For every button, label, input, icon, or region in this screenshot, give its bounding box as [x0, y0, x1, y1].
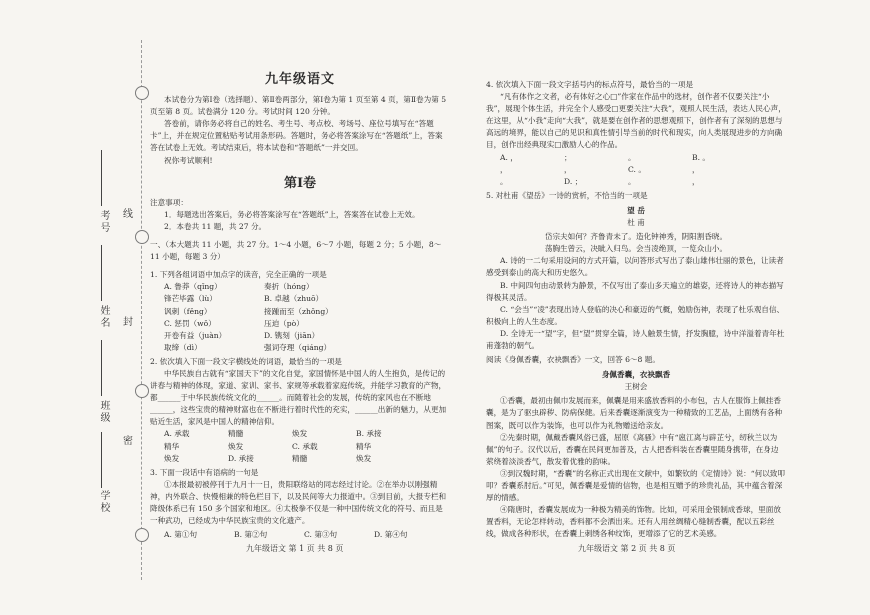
option: 精华 [164, 441, 180, 451]
option[interactable]: C. 第③句 [304, 530, 338, 540]
article-title: 身佩香囊，衣袂飘香 [601, 370, 671, 380]
note-item: 2．本卷共 11 题，共 27 分。 [164, 221, 267, 231]
part-heading: 一、（本大题共 11 小题，共 27 分。1～4 小题，6～7 小题，每题 2 分；5 小题，8～11 小题，每题 3 分） [150, 240, 442, 262]
option[interactable]: B. 卓越（zhuō） [264, 294, 324, 304]
article-para: ①香囊，最初由佩巾发展而来，佩囊是用来盛放香料的小布包，古人在服饰上佩挂香囊，是为了驱虫辟秽、防病保健。后来香囊逐渐演变为一种精致的工艺品，上面绣有各种图案，既可以作为装饰，也可以作为礼物赠送给亲友。 [486, 396, 783, 430]
option[interactable]: B. 承接 [356, 429, 382, 439]
reading-intro: 阅读《身佩香囊，衣袂飘香》一文，回答 6～8 题。 [486, 355, 660, 365]
option: ， [500, 164, 508, 174]
article-para: ④隋唐时，香囊发展成为一种极为精美的饰物。比如，可采用金银制成香球，里面放置香料，无论怎样转动，香料都不会洒出来。还有人用丝绸精心缝制香囊，配以五彩丝线，做成各种形状，在香囊上刺绣各种纹饰，更增添了它的艺术美感。 [486, 505, 781, 539]
poem-title: 望 岳 [627, 205, 645, 215]
option: ， [692, 164, 700, 174]
option[interactable]: C. 惩罚（wǒ） [164, 318, 216, 328]
binding-margin [0, 0, 150, 615]
option[interactable]: D. 第④句 [374, 530, 408, 540]
option[interactable]: D. 承接 [228, 453, 254, 463]
option: 精髓 [292, 453, 308, 463]
option[interactable]: A. 诗的一二句采用设问的方式开篇，以问答形式写出了泰山雄伟壮丽的景色，让读者感受到泰山的高大和历史悠久。 [486, 256, 784, 278]
option: ； [564, 152, 572, 162]
option: 接踵而至（zhǒng） [264, 306, 333, 316]
option: 焕发 [356, 453, 372, 463]
q4-passage: “凡有体作之文者，必有体好之心□”作家在作品中的选材，创作者不仅要关注“小我”，展现个体生活，并完全个人感受□更要关注“大我”，观照人民生活，表达人民心声，在这里，从“小我”走向“大我”，就是要在创作者的思想观照下，创作者有了深刻的思想与高远的境界，能以自己的见识和真性情引导当前的时代和现实，向人类展现进步的方向确目，创作出经典现实□激励人心的作品。 [486, 92, 786, 150]
option: 。 [628, 176, 636, 186]
q4-options [486, 152, 786, 188]
option[interactable]: B. 中间四句由动景转为静景，不仅写出了泰山多天遍立的雄姿，还将诗人的神态描写得极其灵活。 [486, 280, 784, 302]
mark-seal: 封 [123, 317, 133, 328]
school-label: 学校 [98, 490, 109, 514]
exam-title: 九年级语文 [264, 72, 335, 87]
intro-para: 本试卷分为第Ⅰ卷（选择题）、第Ⅱ卷两部分，第Ⅰ卷为第 1 页至第 4 页，第Ⅱ卷为第 5 页至第 8 页。试卷满分 120 分。考试时间 120 分钟。 [150, 95, 447, 117]
option[interactable]: C. “会当”“凌”表现出诗人登临的决心和豪迈的气概，勉励伤神，表现了杜乐观自信、积极向上的人生态度。 [486, 304, 785, 326]
question-3: 3. 下面一段话中有语病的一句是 [150, 467, 259, 477]
option: 压迫（pò） [264, 318, 304, 328]
question-2: 2. 依次填入下面一段文字横线处的词语，最恰当的一项是 [150, 356, 342, 366]
poem-line: 岱宗夫如何？齐鲁青未了。造化钟神秀，阴阳割昏晓。 [544, 232, 728, 242]
binding-hole [135, 86, 149, 100]
option: 。 [500, 176, 508, 186]
option: 精髓 [228, 429, 244, 439]
option: 。 [628, 152, 636, 162]
option[interactable]: A. 承载 [164, 429, 190, 439]
article-para: ②先秦时期，佩戴香囊风俗已盛，屈原《离骚》中有“扈江离与辟芷兮，纫秋兰以为佩”的句子。汉代以后，香囊在民间更加普及，古人把香料装在香囊里随身携带，在身边萦绕着淡淡香气，散发着优雅的韵味。 [486, 432, 779, 466]
left-page [150, 72, 450, 541]
option: 取缔（dì） [164, 342, 202, 352]
option[interactable]: D. 全诗无一“望”字，但“望”贯穿全篇，诗人触景生情，抒发胸臆，诗中洋溢着青年杜甫蓬勃的朝气。 [486, 328, 785, 350]
page-footer-left: 九年级语文 第 1 页 共 8 页 [246, 544, 344, 553]
class-label: 班级 [98, 400, 109, 424]
question-1: 1. 下列各组词语中加点字的读音，完全正确的一项是 [150, 270, 327, 280]
question-5: 5. 对杜甫《望岳》一诗的赏析，不恰当的一项是 [486, 190, 648, 200]
binding-hole [135, 528, 149, 542]
seat-line[interactable] [101, 150, 102, 206]
right-page [486, 79, 786, 540]
mark-fold: 密 [123, 436, 133, 447]
option: 焕发 [292, 429, 308, 439]
option: ， [564, 164, 572, 174]
page-footer-right: 九年级语文 第 2 页 共 8 页 [578, 544, 676, 553]
cut-line [141, 40, 142, 580]
q2-passage: 中华民族自古就有“家国天下”的文化自觉，家国情怀是中国人的人生抱负，是传记的讲春与精神的体现，家道、家训、家书、家规等承载着家庭传统，并能学习教育的产物，都______于中华民族传统文化的______。而随着社会的发展，传统的家风也在不断地______，这些宝贵的精神财富也在不断进行着时代性的充实，______出新的魅力，从更加贴近生活，家风是中国人的精神信仰。 [150, 368, 447, 427]
option: 锋芒毕露（lù） [164, 294, 217, 304]
option: 精华 [356, 441, 372, 451]
notes-title: 注意事项： [150, 197, 188, 207]
q3-options [150, 529, 450, 541]
note-item: 1．每题选出答案后，务必将答案涂写在“答题纸”上，答案答在试卷上无效。 [164, 209, 420, 219]
class-line[interactable] [101, 340, 102, 396]
intro-para: 答卷前，请你务必将自己的姓名、考生号、考点校、考场号、座位号填写在“答题卡”上，并在规定位置粘贴考试用条形码。答题时，务必将答案涂写在“答题纸”上，答案答在试卷上无效。考试结束后，将本试卷和“答题纸”一并交回。 [150, 119, 443, 153]
option[interactable]: C. 承载 [292, 441, 318, 451]
poem-line: 荡胸生曾云，决眦入归鸟。会当凌绝顶，一览众山小。 [544, 244, 728, 254]
option[interactable]: C. 。 [628, 164, 646, 174]
option: 焕发 [228, 441, 244, 451]
q1-options [150, 281, 450, 354]
question-4: 4. 依次填入下面一段文字括号内的标点符号，最恰当的一项是 [486, 80, 694, 89]
school-line[interactable] [101, 432, 102, 488]
intro-para: 祝你考试顺利! [164, 155, 213, 165]
option[interactable]: D. ； [564, 176, 583, 186]
option[interactable]: A. 第①句 [164, 530, 198, 540]
mark-line: 线 [123, 209, 133, 220]
name-label: 姓名 [98, 305, 109, 329]
option: 奏折（hóng） [264, 282, 314, 292]
option: 讽刺（fěng） [164, 306, 212, 316]
option: 开卷有益（juàn） [164, 330, 227, 340]
option[interactable]: A. 鲁莽（qǐng） [164, 282, 222, 292]
q3-passage: ①本报最初被停刊于九月十一日，贵阳联络站的同志经过讨论。②在举办以刚强精神，内外联合、快慢相兼的特色栏目下，以及民间等大力报道中。③到目前，大报专栏和降级体系已有 150 多个国家和地区。④太极拳不仅是一种中国传统文化的符号、而且是一种武功，已经成为中华民族宝贵的文化遗产。 [150, 479, 447, 526]
name-line[interactable] [101, 245, 102, 301]
option[interactable]: B. 第②句 [234, 530, 268, 540]
article-para: ③到汉魏时期，“香囊”的名称正式出现在文献中，如繁钦的《定情诗》说：“何以致叩叩？香囊系肘后。”可见，佩香囊是爱情的信物，也是相互赠予的珍贵礼品，其中蕴含着深厚的情感。 [486, 468, 786, 503]
option[interactable]: B. 。 [692, 152, 711, 162]
section-title: 第Ⅰ卷 [283, 175, 317, 191]
seat-label: 考号 [98, 210, 109, 234]
binding-hole [135, 384, 149, 398]
article-author: 王树会 [624, 382, 648, 392]
poem-author: 杜 甫 [627, 218, 645, 228]
option: ， [692, 176, 700, 186]
option[interactable]: D. 镌刻（jiān） [264, 330, 320, 340]
option: 强词夺理（qiáng） [264, 342, 332, 352]
option[interactable]: A. ， [500, 152, 518, 162]
option: 焕发 [164, 453, 180, 463]
binding-hole [135, 230, 149, 244]
q2-options [150, 428, 450, 464]
